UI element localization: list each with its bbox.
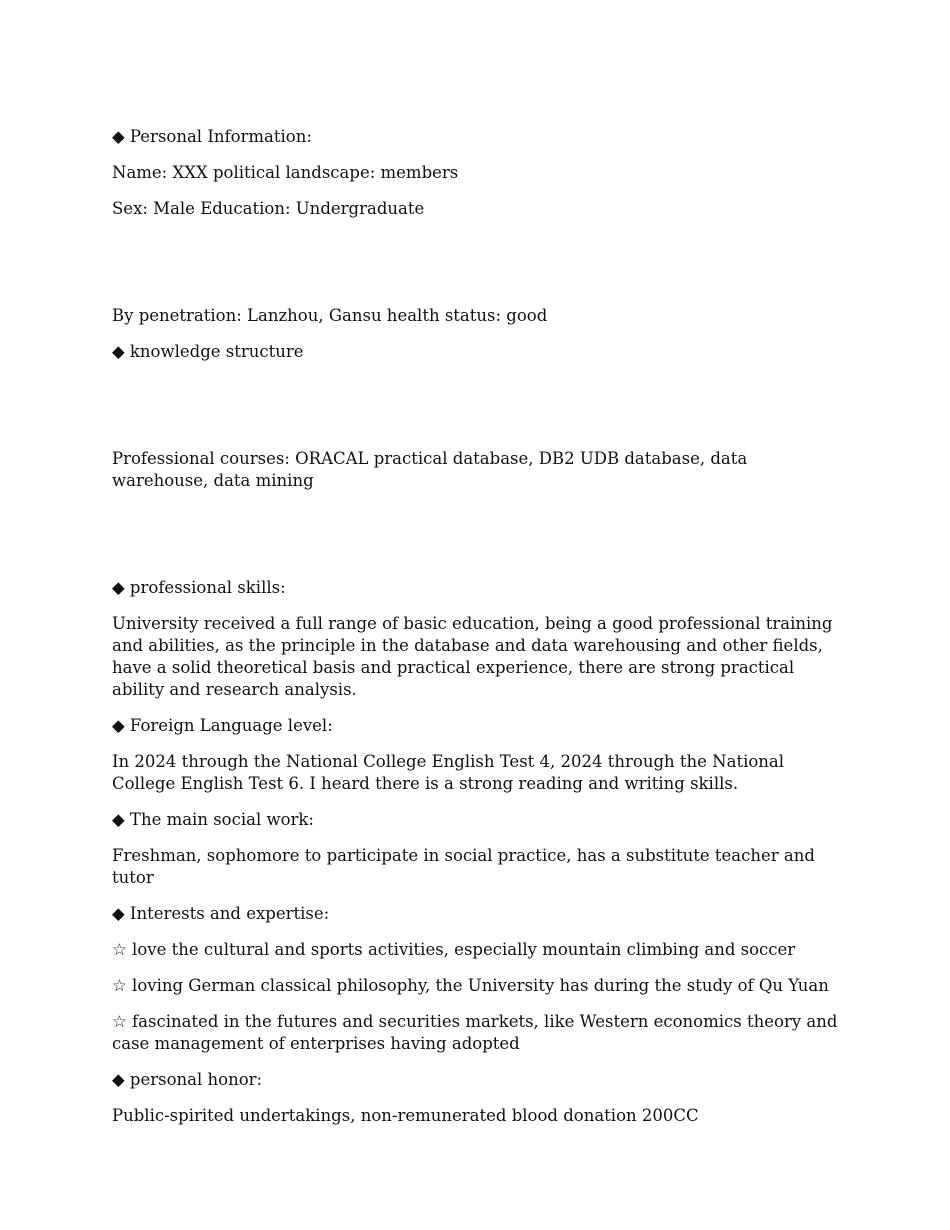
section-heading-knowledge-structure: ◆ knowledge structure bbox=[112, 342, 304, 361]
name-line: Name: XXX political landscape: members bbox=[112, 163, 459, 182]
interest-item-2: ☆ loving German classical philosophy, the University has during the study of Qu Yuan bbox=[112, 976, 829, 995]
social-work-paragraph: Freshman, sophomore to participate in social practice, has a substitute teacher and tutor bbox=[112, 846, 815, 887]
origin-health-line: By penetration: Lanzhou, Gansu health status: good bbox=[112, 306, 548, 325]
personal-honor-paragraph: Public-spirited undertakings, non-remunerated blood donation 200CC bbox=[112, 1106, 699, 1125]
section-heading-personal-honor: ◆ personal honor: bbox=[112, 1070, 263, 1089]
interest-item-3: ☆ fascinated in the futures and securities markets, like Western economics theory and case management of enterprises having adopted bbox=[112, 1012, 838, 1053]
section-heading-social-work: ◆ The main social work: bbox=[112, 810, 314, 829]
professional-skills-paragraph: University received a full range of basic education, being a good professional training and abilities, as the principle in the database and data warehousing and other fields, have a solid theoretical basis and practical experience, there are strong practical ability and research analysis. bbox=[112, 614, 833, 699]
professional-courses-line: Professional courses: ORACAL practical database, DB2 UDB database, data warehouse, data mining bbox=[112, 449, 748, 490]
section-heading-foreign-language: ◆ Foreign Language level: bbox=[112, 716, 333, 735]
resume-content bbox=[112, 126, 842, 1141]
section-heading-interests: ◆ Interests and expertise: bbox=[112, 904, 330, 923]
section-heading-personal-information: ◆ Personal Information: bbox=[112, 127, 312, 146]
interest-item-1: ☆ love the cultural and sports activities, especially mountain climbing and soccer bbox=[112, 940, 796, 959]
foreign-language-paragraph: In 2024 through the National College English Test 4, 2024 through the National College English Test 6. I heard there is a strong reading and writing skills. bbox=[112, 752, 785, 793]
section-heading-professional-skills: ◆ professional skills: bbox=[112, 578, 286, 597]
sex-education-line: Sex: Male Education: Undergraduate bbox=[112, 199, 425, 218]
